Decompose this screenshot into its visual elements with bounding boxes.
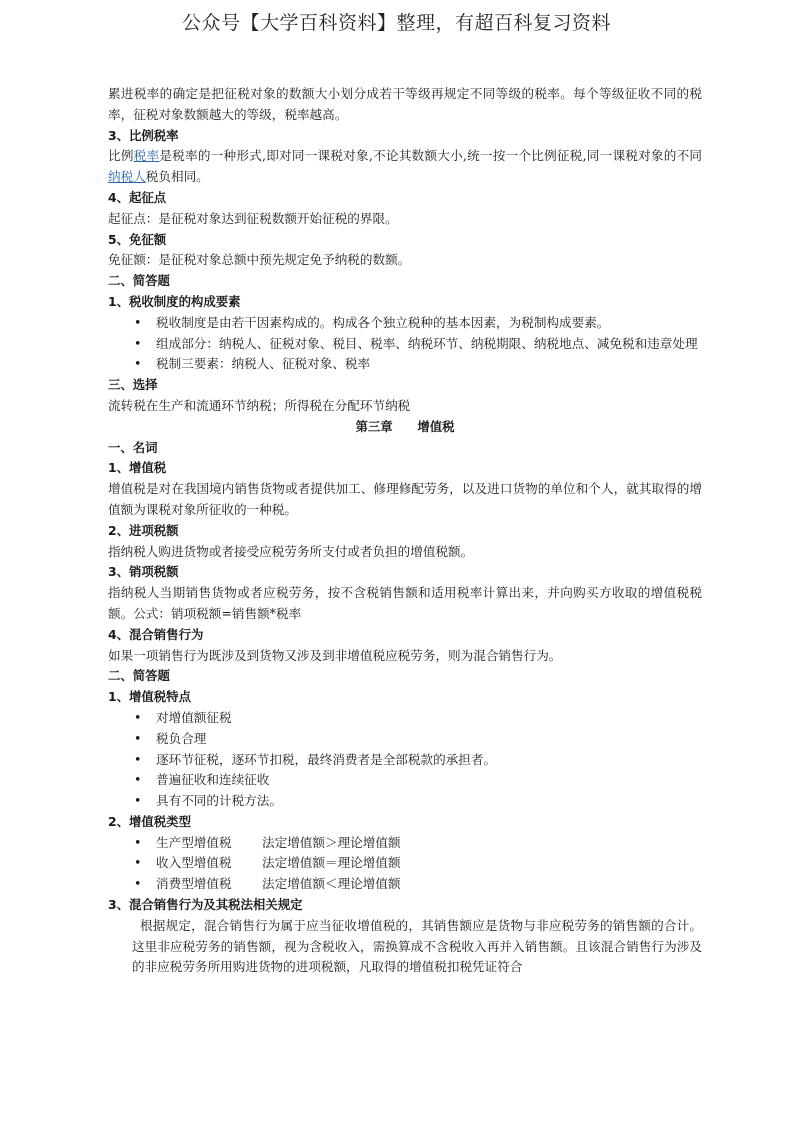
list-item: • 对增值额征税: [108, 708, 702, 729]
list-item: [108, 853, 702, 874]
paragraph-mixed-sales-rules: 根据规定，混合销售行为属于应当征收增值税的，其销售额应是货物与非应税劳务的销售额的合计。这里非应税劳务的销售额，视为含税收入，需换算成不含税收入再并入销售额。且该混合销售行为涉及的非应税劳务所用购进货物的进项税额，凡取得的增值税扣税凭证符合: [132, 917, 702, 975]
vat-type-name: 收入型增值税: [156, 855, 232, 871]
vat-type-rule: 法定增值额＜理论增值额: [262, 876, 401, 892]
vat-type-rule: 法定增值额＝理论增值额: [262, 855, 401, 871]
paragraph-progressive-rate: 累进税率的确定是把征税对象的数额大小划分成若干等级再规定不同等级的税率。每个等级征收不同的税率，征税对象数额越大的等级，税率越高。: [108, 86, 702, 122]
list-item: • 税制三要素：纳税人、征税对象、税率: [108, 354, 702, 375]
list-item: [108, 833, 702, 854]
heading-mixed-sales: 4、混合销售行为: [108, 626, 204, 642]
list-item: • 税负合理: [108, 729, 702, 750]
section-short-answer-2: 二、简答题: [108, 668, 170, 684]
bullet-list-tax-system: [108, 313, 702, 375]
section-terms: 一、名词: [108, 439, 158, 455]
paragraph-choice: 流转税在生产和流通环节纳税；所得税在分配环节纳税: [108, 397, 411, 413]
heading-proportional-rate: 3、比例税率: [108, 127, 179, 143]
heading-vat: 1、增值税: [108, 460, 167, 476]
text-segment: 税负相同。: [145, 169, 209, 185]
heading-tax-system-elements: 1、税收制度的构成要素: [108, 293, 241, 309]
vat-type-rule: 法定增值额＞理论增值额: [262, 834, 401, 850]
heading-input-tax: 2、进项税额: [108, 522, 179, 538]
list-item: • 具有不同的计税方法。: [108, 791, 702, 812]
paragraph-vat: 增值税是对在我国境内销售货物或者提供加工、修理修配劳务，以及进口货物的单位和个人，就其取得的增值额为课税对象所征收的一种税。: [108, 481, 702, 517]
heading-output-tax: 3、销项税额: [108, 564, 179, 580]
list-item: [108, 874, 702, 895]
list-item: • 税收制度是由若干因素构成的。构成各个独立税种的基本因素，为税制构成要素。: [108, 313, 702, 334]
link-taxpayer[interactable]: 纳税人: [108, 169, 146, 185]
chapter-title: 第三章 增值税: [355, 418, 455, 434]
section-short-answer: 二、简答题: [108, 273, 170, 289]
page-header: 公众号【大学百科资料】整理，有超百科复习资料: [181, 12, 611, 34]
vat-type-name: 生产型增值税: [156, 834, 232, 850]
heading-exemption: 5、免征额: [108, 231, 167, 247]
paragraph-threshold: 起征点：是征税对象达到征税数额开始征税的界限。: [108, 210, 398, 226]
vat-type-name: 消费型增值税: [156, 876, 232, 892]
paragraph-proportional-rate: [108, 146, 702, 188]
text-segment: 是税率的一种形式,即对同一课税对象,不论其数额大小,统一按一个比例征税,同一课税对象的不同: [159, 148, 703, 164]
document-body: [108, 84, 702, 978]
list-item: • 组成部分：纳税人、征税对象、税目、税率、纳税环节、纳税期限、纳税地点、减免税和违章处理: [108, 334, 702, 355]
heading-vat-types: 2、增值税类型: [108, 813, 191, 829]
section-choice: 三、选择: [108, 377, 158, 393]
paragraph-output-tax: 指纳税人当期销售货物或者应税劳务，按不含税销售额和适用税率计算出来，并向购买方收取的增值税税额。公式：销项税额=销售额*税率: [108, 585, 702, 621]
link-tax-rate[interactable]: 税率: [133, 148, 160, 164]
paragraph-exemption: 免征额：是征税对象总额中预先规定免予纳税的数额。: [108, 252, 411, 268]
text-segment: 比例: [108, 148, 134, 164]
heading-vat-features: 1、增值税特点: [108, 689, 191, 705]
paragraph-input-tax: 指纳税人购进货物或者接受应税劳务所支付或者负担的增值税额。: [108, 543, 474, 559]
heading-threshold: 4、起征点: [108, 189, 167, 205]
list-item: • 逐环节征税，逐环节扣税，最终消费者是全部税款的承担者。: [108, 750, 702, 771]
heading-mixed-sales-rules: 3、混合销售行为及其税法相关规定: [108, 897, 303, 913]
bullet-list-vat-features: [108, 708, 702, 812]
list-item: • 普遍征收和连续征收: [108, 770, 702, 791]
paragraph-mixed-sales: 如果一项销售行为既涉及到货物又涉及到非增值税应税劳务，则为混合销售行为。: [108, 647, 562, 663]
bullet-list-vat-types: [108, 833, 702, 895]
